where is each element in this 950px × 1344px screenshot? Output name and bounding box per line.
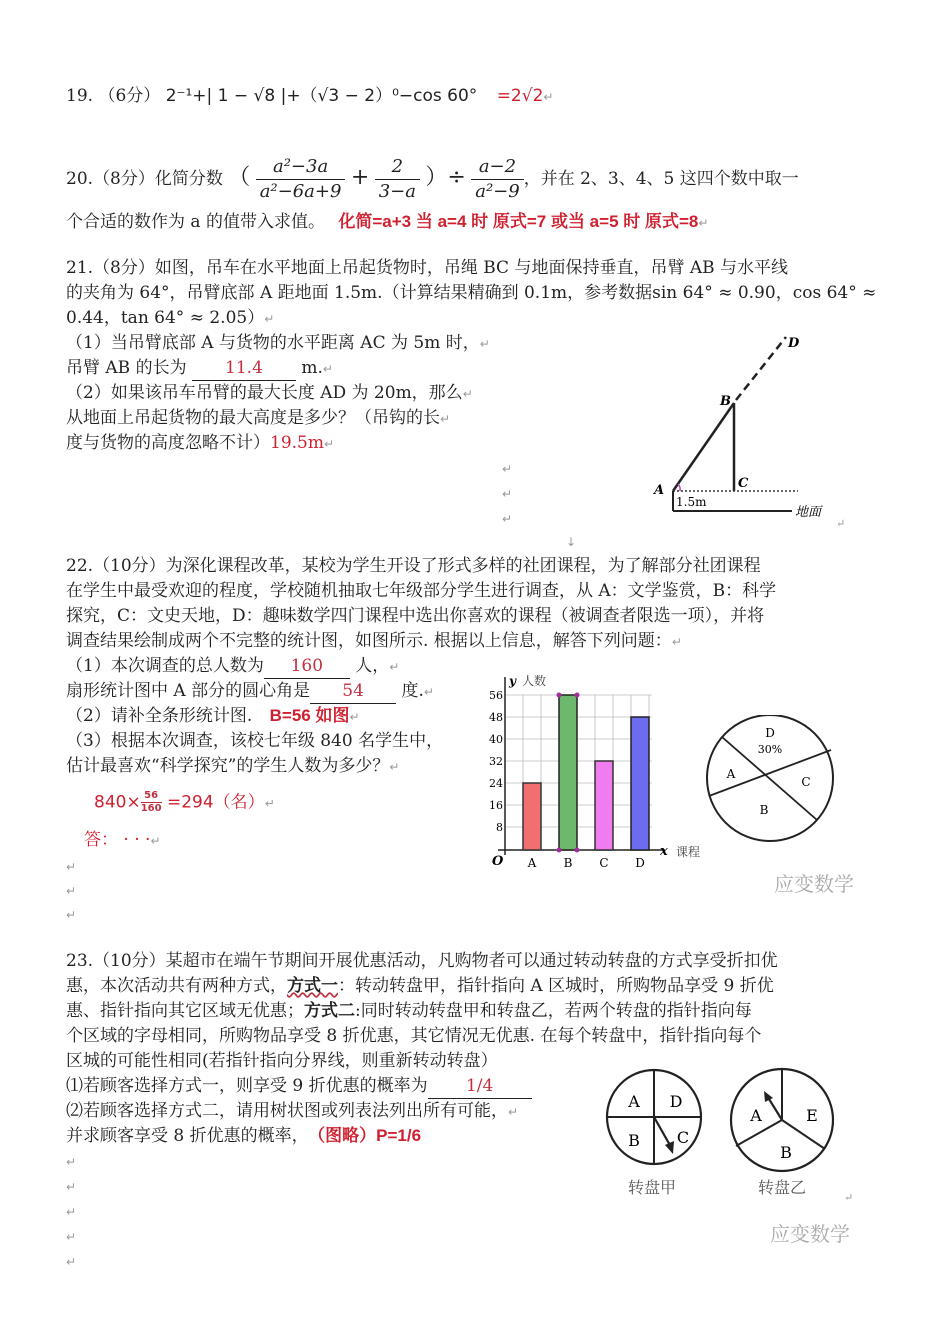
q21-sub2-text2: 从地面上吊起货物的最大高度是多少？（吊钩的长 — [66, 408, 440, 428]
svg-text:C: C — [801, 775, 811, 789]
q22-line2: 在学生中最受欢迎的程度，学校随机抽取七年级部分学生进行调查，从 A：文学鉴赏，B：科学 — [66, 581, 777, 601]
q22-line3: 探究，C：文史天地，D：趣味数学四门课程中选出你喜欢的课程（被调查者限选一项），并将 — [66, 606, 765, 626]
q21-sub1-prefix: 吊臂 AB 的长为 — [66, 358, 187, 378]
q23-sub2-text1: ⑵若顾客选择方式二，请用树状图或列表法列出所有可能， — [66, 1101, 508, 1121]
svg-text:24: 24 — [489, 777, 503, 790]
svg-text:O: O — [492, 854, 504, 869]
q20-line1: 20.（8分）化简分数 （ $\frac{\text{a²−3a}}{\text{a²−6a+9}}$ + $\frac{2}{3-a}$ ）÷ $\frac{a-2}{\text{a²−9}}$ ，并在 2、3、4、5 这四个数中取一 — [66, 156, 799, 202]
q21-sub1-answer-blank: 11.4 — [192, 356, 296, 381]
q20-fraction-2: $\frac{2}{3-a}$ — [375, 155, 420, 204]
svg-text:E: E — [806, 1106, 818, 1125]
q22-sub3-text: 估计最喜欢“科学探究”的学生人数为多少？ — [66, 756, 390, 776]
crane-diagram — [640, 325, 860, 530]
paragraph-mark: ↵ — [502, 487, 513, 501]
q22-answer-label: 答： · · · — [84, 830, 151, 850]
paragraph-mark: ↵ — [322, 362, 333, 376]
q23-line5: 区城的可能性相同(若指针指向分界线，则重新转动转盘） — [66, 1051, 498, 1071]
paragraph-mark: ↵ — [462, 387, 473, 401]
svg-text:16: 16 — [489, 799, 503, 812]
q22-sub1-unit: 人， — [355, 656, 390, 676]
q23-line1: 23.（10分）某超市在端午节期间开展优惠活动，凡购物者可以通过转动转盘的方式享受折扣优 — [66, 951, 778, 971]
q23-line4: 个区域的字母相同，所购物品享受 8 折优惠，其它情况无优惠. 在每个转盘中，指针指向每个 — [66, 1026, 762, 1046]
q22-line1: 22.（10分）为深化课程改革，某校为学生开设了形式多样的社团课程，为了解部分社团课程 — [66, 556, 761, 576]
q22-calc-result: =294（名） — [166, 792, 265, 813]
q21-line2: 的夹角为 64°，吊臂底部 A 距地面 1.5m.（计算结果精确到 0.1m，参考数据sin 64° ≈ 0.90，cos 64° ≈ — [66, 283, 877, 303]
q23-line3-c: :同时转动转盘甲和转盘乙，若两个转盘的指针指向每 — [355, 1001, 752, 1021]
svg-text:B: B — [628, 1131, 640, 1150]
q23-method-two: 方式二 — [304, 1001, 355, 1021]
svg-text:C: C — [599, 856, 609, 870]
bar-d — [631, 717, 649, 850]
svg-text:C: C — [676, 1128, 690, 1147]
q22-sub2-text: （2）请补全条形统计图. — [66, 706, 253, 726]
q22-sub1 — [66, 654, 399, 679]
q23-sub1 — [66, 1074, 532, 1099]
q22-answer-line — [84, 828, 161, 853]
q19-line — [66, 84, 553, 109]
q22-line4 — [66, 629, 682, 654]
q21-sub1-line2 — [66, 356, 333, 381]
q19-answer: =2√2 — [496, 86, 544, 106]
svg-text:40: 40 — [489, 733, 503, 746]
q23-sub2-line1 — [66, 1099, 518, 1124]
svg-text:A: A — [628, 1092, 640, 1111]
q23-sub2-text2: 并求顾客享受 8 折优惠的概率， — [66, 1126, 309, 1146]
bar-b — [559, 695, 577, 850]
q23-line2-c: ：转动转盘甲，指针指向 A 区城时，所购物品享受 9 折优 — [338, 976, 774, 996]
q23-method-one: 方式一 — [287, 976, 338, 996]
watermark: 应变数学 — [774, 872, 854, 896]
svg-text:↵: ↵ — [844, 1191, 854, 1204]
svg-text:B: B — [780, 1143, 792, 1162]
paragraph-mark: ↵ — [66, 908, 77, 922]
paragraph-arrow: ↓ — [566, 535, 577, 549]
svg-text:转盘乙: 转盘乙 — [757, 1178, 807, 1197]
paragraph-mark: ↵ — [264, 796, 275, 811]
paragraph-mark: ↵ — [66, 1155, 77, 1169]
bar-c — [595, 761, 613, 850]
paragraph-mark: ↵ — [264, 312, 275, 326]
q21-sub1-line1 — [66, 331, 490, 356]
q23-sub1-answer-blank: 1/4 — [428, 1074, 532, 1099]
paragraph-mark: ↵ — [440, 412, 451, 426]
paragraph-mark: ↵ — [349, 710, 360, 724]
paragraph-mark: ↵ — [671, 635, 682, 649]
q23-sub2-line2 — [66, 1124, 421, 1148]
q22-line4-text: 调查结果绘制成两个不完整的统计图，如图所示. 根据以上信息，解答下列问题： — [66, 631, 672, 651]
paragraph-mark: ↵ — [66, 1180, 77, 1194]
q20-fraction-1: $\frac{\text{a²−3a}}{\text{a²−6a+9}}$ — [256, 155, 346, 204]
svg-text:B: B — [759, 803, 769, 817]
bar-a — [523, 783, 541, 850]
q22-calc — [94, 790, 275, 816]
svg-text:↵: ↵ — [836, 517, 846, 530]
q20-prompt: 化简分数 — [154, 169, 223, 189]
svg-text:D: D — [635, 856, 645, 870]
q21-sub1-text: （1）当吊臂底部 A 与货物的水平距离 AC 为 5m 时， — [66, 333, 480, 353]
q22-sub1b-answer-blank: 54 — [310, 679, 396, 704]
q20-answer: 化简=a+3 当 a=4 时 原式=7 或当 a=5 时 原式=8 — [338, 212, 699, 231]
svg-text:A: A — [654, 483, 665, 498]
svg-text:32: 32 — [489, 755, 503, 768]
q23-line2-a: 惠，本次活动共有两种方式， — [66, 976, 287, 996]
paragraph-mark: ↵ — [423, 685, 434, 699]
svg-text:D: D — [669, 1092, 683, 1111]
q21-line3 — [66, 306, 274, 331]
q21-sub2-line2 — [66, 406, 450, 431]
svg-text:B: B — [563, 856, 573, 870]
q22-sub1-prefix: （1）本次调查的总人数为 — [66, 656, 264, 676]
svg-text:y: y — [509, 674, 516, 688]
paragraph-mark: ↵ — [66, 860, 77, 874]
q22-sub1-answer-blank: 160 — [264, 654, 350, 679]
q21-line3-text: 0.44，tan 64° ≈ 2.05） — [66, 308, 265, 328]
spinner-yi — [726, 1065, 856, 1205]
svg-text:A: A — [527, 856, 537, 870]
svg-text:地面: 地面 — [795, 505, 822, 520]
paragraph-mark: ↵ — [66, 1255, 77, 1269]
q23-sub1-prefix: ⑴若顾客选择方式一，则享受 9 折优惠的概率为 — [66, 1076, 428, 1096]
q22-calc-fraction: $\frac{56}{160}$ — [140, 790, 162, 814]
q22-sub2-answer: B=56 如图 — [269, 706, 350, 725]
svg-text:1.5m: 1.5m — [676, 495, 707, 509]
q19-points: （6分） — [98, 86, 161, 106]
svg-text:A: A — [726, 767, 736, 781]
paragraph-mark: ↵ — [502, 512, 513, 526]
q22-sub1b-prefix: 扇形统计图中 A 部分的圆心角是 — [66, 681, 311, 701]
svg-text:人数: 人数 — [522, 674, 547, 688]
q20-tail: ，并在 2、3、4、5 这四个数中取一 — [523, 169, 799, 189]
q22-calc-prefix: 840× — [94, 792, 141, 813]
q23-line3 — [66, 999, 752, 1023]
q22-sub2 — [66, 704, 360, 729]
svg-text:B: B — [720, 394, 731, 409]
paragraph-mark: ↵ — [150, 834, 161, 848]
paragraph-mark: ↵ — [543, 90, 554, 104]
paragraph-mark: ↵ — [389, 660, 400, 674]
q20-fraction-3: $\frac{a-2}{\text{a²−9}}$ — [471, 155, 523, 204]
q21-sub2-line3 — [66, 431, 334, 456]
q20-number: 20. — [66, 169, 94, 189]
q20-line2-text: 个合适的数作为 a 的值带入求值。 — [66, 212, 325, 232]
svg-text:D: D — [788, 336, 800, 351]
svg-text:C: C — [738, 476, 749, 491]
paragraph-mark: ↵ — [508, 1105, 519, 1119]
paragraph-mark: ↵ — [66, 884, 77, 898]
q21-sub2-line1 — [66, 381, 473, 406]
bar-chart — [480, 665, 710, 875]
q21-sub1-unit: m. — [301, 358, 323, 378]
q23-sub2-answer: （图略）P=1/6 — [316, 1126, 422, 1145]
paragraph-mark: ↵ — [66, 1205, 77, 1219]
svg-text:48: 48 — [489, 711, 503, 724]
svg-text:转盘甲: 转盘甲 — [627, 1178, 677, 1197]
q22-sub3-line1: （3）根据本次调查，该校七年级 840 名学生中， — [66, 731, 444, 751]
q21-sub2-text3: 度与货物的高度忽略不计） — [66, 433, 270, 453]
paragraph-mark: ↵ — [389, 760, 400, 774]
svg-text:56: 56 — [489, 689, 503, 702]
q22-sub1b — [66, 679, 434, 704]
paragraph-mark: ↵ — [698, 216, 709, 230]
q22-sub1b-unit: 度. — [401, 681, 424, 701]
paragraph-mark: ↵ — [479, 337, 490, 351]
svg-text:A: A — [750, 1106, 762, 1125]
q19-number: 19. — [66, 86, 94, 106]
watermark: 应变数学 — [770, 1222, 850, 1246]
q21-sub2-text1: （2）如果该吊车吊臂的最大长度 AD 为 20m，那么 — [66, 383, 463, 403]
q22-sub3-line2 — [66, 754, 399, 779]
paragraph-mark: ↵ — [502, 462, 513, 476]
svg-text:课程: 课程 — [676, 845, 701, 859]
q21-sub2-answer: 19.5m — [270, 433, 324, 453]
svg-text:8: 8 — [496, 821, 503, 834]
paragraph-mark: ↵ — [66, 1230, 77, 1244]
q20-points: （8分） — [93, 169, 155, 189]
paragraph-mark: ↵ — [323, 437, 335, 451]
pie-chart — [700, 715, 840, 845]
svg-text:30%: 30% — [757, 743, 783, 756]
svg-text:D: D — [765, 726, 775, 740]
q23-line2 — [66, 974, 774, 998]
svg-text:x: x — [660, 844, 668, 859]
q20-line2 — [66, 210, 708, 235]
q23-line3-a: 惠、指针指向其它区域无优惠； — [66, 1001, 304, 1021]
spinner-jia — [600, 1065, 710, 1205]
q19-expression: 2⁻¹+| 1 − √8 |+（√3 − 2）⁰−cos 60° — [165, 86, 478, 106]
q21-line1: 21.（8分）如图，吊车在水平地面上吊起货物时，吊绳 BC 与地面保持垂直，吊臂 AB 与水平线 — [66, 258, 789, 278]
